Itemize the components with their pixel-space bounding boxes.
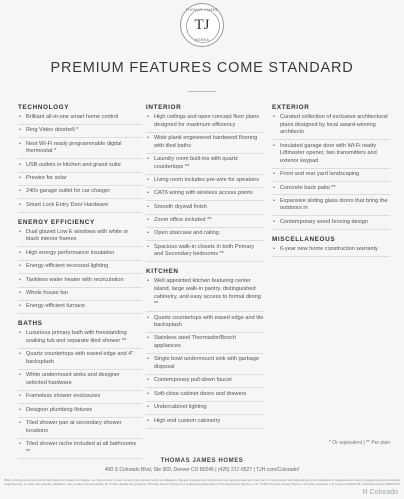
section-heading: TECHNOLOGY: [18, 104, 70, 111]
list-item: • High ceilings and open concept floor plans designed for maximum efficiency: [146, 114, 264, 133]
section-exterior: [272, 104, 390, 230]
list-item: • Open staircase and railing: [146, 230, 264, 241]
list-item: • Expansive sliding glass doors that bring the outdoors in: [272, 198, 390, 217]
section-heading: KITCHEN: [146, 268, 179, 276]
features-column-3: [272, 104, 390, 263]
logo-top-text: THOMAS JAMES: [185, 8, 219, 12]
list-item: • Designer plumbing fixtures: [18, 407, 142, 418]
list-item: • 240v garage outlet for car charger: [18, 188, 142, 199]
list-item: • Nest Wi-Fi ready programmable digital thermostat *: [18, 141, 142, 160]
list-item: • Curated collection of exclusive architectural plans designed by local award-winning architects: [272, 114, 390, 140]
list-item: • Single bowl undermount sink with garbage disposal: [146, 356, 264, 375]
list-item: • Energy-efficient furnace: [18, 303, 142, 314]
section-baths: [18, 320, 142, 459]
list-item: • Dual glazed Low E windows with white or black interior frames: [18, 229, 142, 248]
section-heading: BATHS: [18, 320, 43, 328]
watermark-text: R Colorado: [362, 489, 398, 496]
features-column-2: [146, 104, 264, 435]
list-item: • Luxurious primary bath with freestanding soaking tub and separate tiled shower **: [18, 330, 142, 349]
list-item: • Tankless water heater with recirculation: [18, 277, 142, 288]
list-item: • Undercabinet lighting: [146, 404, 264, 415]
list-item: • Zoom office included **: [146, 217, 264, 228]
list-item: • Frameless shower enclosures: [18, 393, 142, 404]
section-technology: [18, 104, 142, 213]
footnote: * Or equivalent | ** Per plan: [328, 440, 390, 446]
list-item: • White undermount sinks and designer selected hardware: [18, 372, 142, 391]
list-item: • Wide plank engineered hardwood flooring with tiled baths: [146, 135, 264, 154]
section-energy-efficiency: [18, 219, 142, 314]
list-item: • Whole house fan: [18, 290, 142, 301]
section-miscellaneous: [272, 236, 390, 257]
list-item: • Contemporary pull-down faucet: [146, 377, 264, 388]
list-item: • Living room includes pre-wire for speakers: [146, 177, 264, 188]
list-item: • Energy-efficient recessed lighting: [18, 263, 142, 274]
list-item: • Soft-close cabinet doors and drawers: [146, 391, 264, 402]
section-heading: ENERGY EFFICIENCY: [18, 218, 95, 226]
list-item: • Insulated garage door with Wi-Fi ready Liftmaster opener, two transmitters and exterior keypad: [272, 143, 390, 169]
list-item: • High end custom cabinetry: [146, 418, 264, 429]
section-interior: [146, 104, 264, 262]
section-heading: EXTERIOR: [272, 104, 310, 111]
section-kitchen: [146, 268, 264, 428]
list-item: • Ring Video doorbell *: [18, 127, 142, 138]
footer-brand: THOMAS JAMES HOMES: [160, 458, 244, 464]
section-heading: INTERIOR: [146, 104, 182, 111]
list-item: • Contemporary wood fencing design: [272, 219, 390, 230]
logo-monogram: TJ: [194, 17, 210, 33]
list-item: • USB outlets in kitchen and grand suite: [18, 162, 142, 173]
list-item: • Front and rear yard landscaping: [272, 171, 390, 182]
features-column-1: [18, 104, 142, 465]
company-logo: [180, 3, 224, 47]
list-item: • Spacious walk-in closets in both Primary and Secondary bedrooms **: [146, 244, 264, 263]
list-item: • Smooth drywall finish: [146, 204, 264, 215]
list-item: • CAT6 wiring with wireless access points: [146, 190, 264, 201]
page-title: PREMIUM FEATURES COME STANDARD: [50, 60, 354, 76]
list-item: • High energy performance insulation: [18, 250, 142, 261]
list-item: • Laundry room built-ins with quartz countertops **: [146, 156, 264, 175]
logo-bottom-text: HOMES: [194, 38, 210, 42]
section-heading: MISCELLANEOUS: [272, 235, 336, 243]
list-item: • Prewire for solar: [18, 175, 142, 186]
list-item: • 6-year new home construction warranty: [272, 246, 390, 257]
list-item: • Quartz countertops with eased edge and 4" backsplash: [18, 351, 142, 370]
list-item: • Tiled shower niche included at all bathrooms **: [18, 441, 142, 460]
list-item: • Concrete back patio **: [272, 185, 390, 196]
list-item: • Smart Lock Entry Door Hardware: [18, 202, 142, 213]
list-item: • Quartz countertops with eased edge and tile backsplash: [146, 315, 264, 334]
footer-address: 400 S Colorado Blvd, Ste 360, Denver CO 80246 | (425) 217-0527 | TJH.com/Colorado/: [104, 467, 300, 473]
list-item: • Tiled shower pan at secondary shower locations: [18, 420, 142, 439]
title-divider: [188, 91, 216, 92]
list-item: • Well appointed kitchen featuring center island, large walk-in pantry, distinguished cabinetry, and easy access to formal dining **: [146, 278, 264, 312]
list-item: • Stainless steel Thermador/Bosch appliances: [146, 335, 264, 354]
list-item: • Brilliant all-in-one smart home control: [18, 114, 142, 125]
footer-disclaimer: Plans, pricing, and community information is subject to change, so Homes prior to sale, at any time without notice or obligation. Square footages and dimensions are approximate and may vary in construction and depending on the standard of measurement used, engineering and municipal requirements, or other site-specific variations. See a sales representative for further details and property. Thomas James Homes is a registered trademark of Thomas James Homes, LLC. ©2023 Thomas James Homes. All rights reserved. CO License #0002745; Colorado license #0002745: [4, 478, 400, 486]
